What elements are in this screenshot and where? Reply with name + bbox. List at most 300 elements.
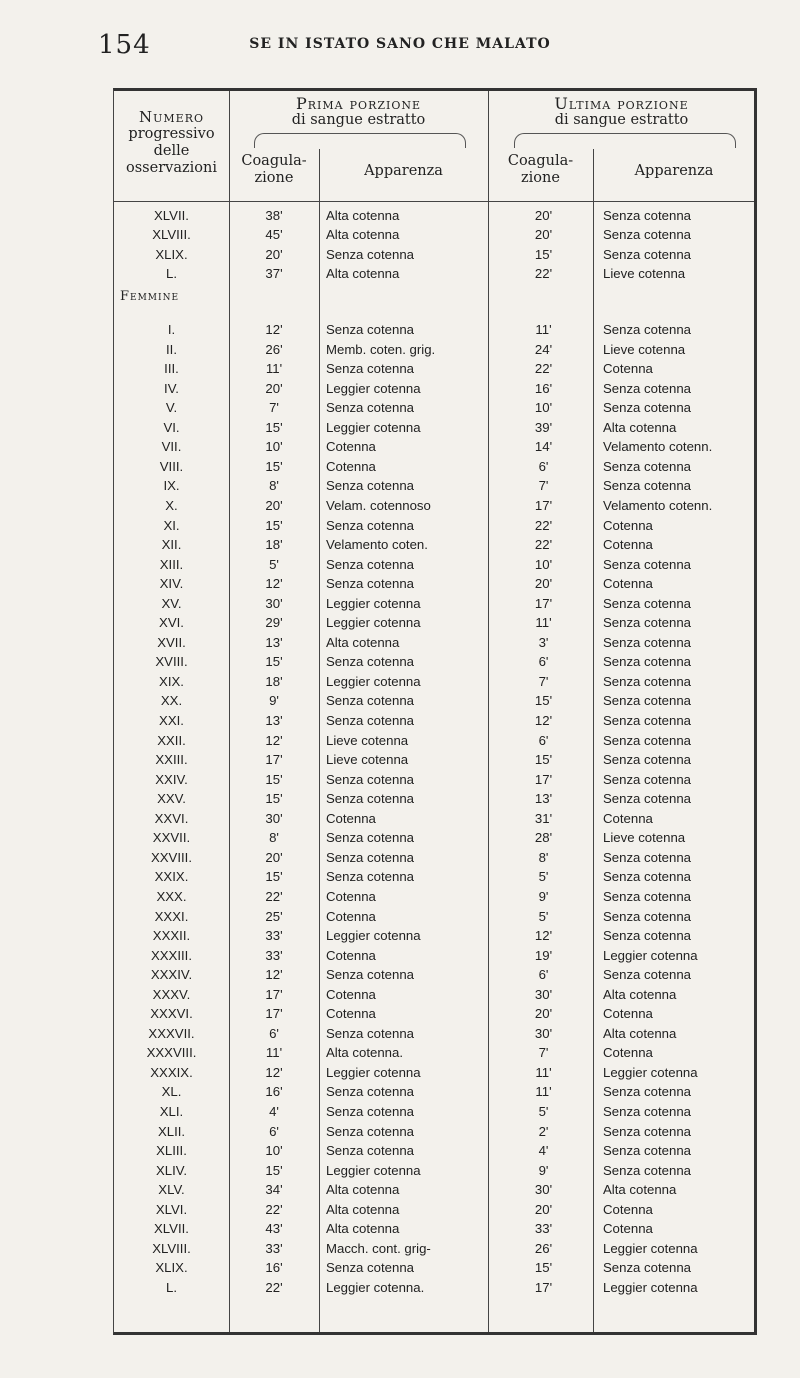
table-row	[114, 1044, 754, 1063]
coag-last: 14'	[534, 439, 553, 455]
appar-first: Lieve cotenna	[326, 732, 409, 748]
row-number: L.	[166, 1279, 177, 1295]
coag-last: 9'	[538, 888, 549, 904]
appar-last: Senza cotenna	[603, 928, 691, 944]
appar-last: Senza cotenna	[603, 595, 691, 611]
header-numero: Numero progressivo delle osservazioni	[126, 108, 217, 176]
table-row	[114, 771, 754, 790]
table-row	[114, 1083, 754, 1102]
coag-last: 6'	[538, 732, 549, 748]
table-row	[114, 1220, 754, 1239]
header-coagulazione-last: Coagula- zione	[507, 153, 574, 186]
appar-last: Senza cotenna	[603, 693, 691, 709]
appar-last: Senza cotenna	[603, 673, 691, 689]
table-row	[114, 341, 754, 360]
table-row	[114, 360, 754, 379]
appar-first: Senza cotenna	[326, 849, 414, 865]
coag-first: 6'	[269, 1025, 279, 1041]
coag-last: 22'	[534, 265, 553, 281]
appar-first: Senza cotenna	[326, 693, 414, 709]
coag-first: 30'	[265, 595, 283, 611]
appar-first: Senza cotenna	[326, 246, 414, 262]
table-row	[114, 246, 754, 265]
coag-first: 17'	[265, 752, 283, 768]
coag-first: 33'	[265, 947, 283, 963]
appar-first: Alta cotenna.	[326, 1045, 403, 1061]
appar-first: Senza cotenna	[326, 576, 414, 592]
appar-first: Alta cotenna	[326, 265, 400, 281]
coag-last: 30'	[534, 1182, 553, 1198]
row-number: XXVI.	[154, 810, 189, 826]
coag-first: 15'	[265, 771, 283, 787]
coag-last: 11'	[535, 1064, 552, 1080]
appar-last: Senza cotenna	[603, 246, 691, 262]
appar-last: Cotenna	[603, 517, 653, 533]
row-number: III.	[164, 361, 179, 377]
table-row	[114, 653, 754, 672]
coag-last: 20'	[534, 227, 553, 243]
coag-first: 33'	[265, 928, 283, 944]
coag-last: 12'	[534, 713, 553, 728]
coag-last: 7'	[538, 673, 549, 689]
coag-first: 20'	[265, 849, 283, 865]
appar-last: Cotenna	[603, 361, 653, 377]
row-number: XVII.	[157, 634, 186, 650]
header-first-portion: Prima porzione di sangue estratto	[291, 94, 426, 128]
appar-last: Senza cotenna	[603, 1104, 691, 1119]
appar-last: Lieve cotenna	[603, 341, 686, 357]
appar-last: Cotenna	[603, 537, 653, 553]
appar-first: Alta cotenna	[326, 227, 400, 243]
header-last-portion: Ultima porzione di sangue estratto	[554, 94, 689, 128]
header-coagulazione-first: Coagula- zione	[241, 153, 307, 186]
coag-last: 28'	[534, 830, 553, 846]
appar-last: Senza cotenna	[603, 478, 691, 494]
appar-first: Cotenna	[326, 439, 376, 455]
table-row	[114, 966, 754, 985]
coag-last: 16'	[534, 380, 553, 396]
coag-last: 22'	[534, 361, 553, 377]
header-apparenza-last: Apparenza	[634, 163, 714, 179]
row-number: XLVI.	[155, 1201, 188, 1217]
table-row	[114, 1142, 754, 1161]
appar-last: Leggier cotenna	[603, 1064, 698, 1080]
appar-first: Senza cotenna	[326, 517, 414, 533]
appar-last: Senza cotenna	[603, 227, 691, 243]
appar-last: Senza cotenna	[603, 458, 691, 474]
coag-first: 15'	[265, 869, 283, 885]
coag-first: 20'	[265, 380, 283, 396]
table-row	[114, 1201, 754, 1220]
row-number: VI.	[163, 419, 180, 435]
coag-first: 30'	[265, 810, 283, 826]
row-number: XXXII.	[152, 928, 191, 944]
appar-last: Alta cotenna	[603, 419, 677, 435]
table-row	[114, 380, 754, 399]
table-row	[114, 575, 754, 594]
appar-last: Senza cotenna	[603, 380, 691, 396]
coag-last: 22'	[534, 537, 553, 553]
appar-last: Senza cotenna	[603, 1084, 691, 1100]
appar-last: Lieve cotenna	[603, 830, 686, 846]
coag-first: 16'	[265, 1260, 283, 1276]
coag-last: 11'	[535, 322, 552, 337]
coag-first: 12'	[265, 322, 283, 337]
row-number: XLVIII.	[152, 227, 191, 243]
appar-first: Alta cotenna	[326, 1221, 400, 1237]
appar-first: Cotenna	[326, 810, 376, 826]
table-row	[114, 556, 754, 575]
appar-first: Leggier cotenna	[326, 615, 421, 631]
row-number: XIV.	[159, 576, 184, 592]
coag-last: 5'	[538, 908, 549, 924]
row-number: XLVII.	[154, 1221, 189, 1237]
appar-first: Senza cotenna	[326, 791, 414, 807]
data-table	[113, 88, 757, 1335]
coag-first: 12'	[265, 1064, 283, 1080]
appar-first: Senza cotenna	[326, 713, 414, 728]
appar-last: Senza cotenna	[603, 1123, 691, 1139]
coag-first: 17'	[265, 1006, 283, 1022]
row-number: XLVIII.	[152, 1240, 191, 1256]
table-row	[114, 927, 754, 946]
row-number: XII.	[161, 537, 182, 553]
row-number: XXIII.	[155, 752, 188, 768]
row-number: VII.	[161, 439, 182, 455]
appar-first: Alta cotenna	[326, 634, 400, 650]
coag-first: 4'	[269, 1104, 279, 1119]
appar-first: Senza cotenna	[326, 830, 414, 846]
appar-last: Senza cotenna	[603, 208, 691, 223]
appar-last: Senza cotenna	[603, 791, 691, 807]
appar-last: Senza cotenna	[603, 732, 691, 748]
row-number: XLII.	[157, 1123, 186, 1139]
coag-first: 29'	[265, 615, 283, 631]
coag-last: 20'	[534, 576, 553, 592]
table-row	[114, 634, 754, 653]
table-row	[114, 458, 754, 477]
appar-first: Cotenna	[326, 1006, 376, 1022]
appar-last: Senza cotenna	[603, 888, 691, 904]
coag-last: 26'	[534, 1240, 553, 1256]
table-row	[114, 321, 754, 340]
coag-last: 10'	[534, 556, 553, 572]
appar-last: Alta cotenna	[603, 1025, 677, 1041]
coag-first: 37'	[265, 265, 283, 281]
appar-last: Velamento cotenn.	[603, 497, 713, 513]
appar-first: Senza cotenna	[326, 1084, 414, 1100]
coag-last: 17'	[534, 595, 553, 611]
appar-last: Senza cotenna	[603, 400, 691, 416]
coag-first: 12'	[265, 732, 283, 748]
row-number: XXII.	[157, 732, 186, 748]
table-row	[114, 1279, 754, 1298]
coag-first: 8'	[269, 830, 279, 846]
table-row	[114, 751, 754, 770]
coag-first: 20'	[265, 497, 283, 513]
appar-last: Senza cotenna	[603, 967, 691, 983]
appar-last: Leggier cotenna	[603, 947, 698, 963]
coag-first: 34'	[265, 1182, 283, 1198]
row-number: XLV.	[158, 1182, 185, 1198]
table-row	[114, 732, 754, 751]
table-row	[114, 868, 754, 887]
appar-last: Cotenna	[603, 1201, 653, 1217]
appar-first: Memb. coten. grig.	[326, 341, 436, 357]
row-number: XXXIV.	[150, 967, 193, 983]
row-number: V.	[165, 400, 178, 416]
appar-first: Cotenna	[326, 458, 376, 474]
table-row	[114, 1162, 754, 1181]
coag-last: 11'	[535, 1084, 552, 1100]
coag-first: 15'	[265, 654, 283, 670]
row-number: XIX.	[159, 673, 184, 689]
row-number: XXIX.	[154, 869, 189, 885]
coag-first: 13'	[265, 634, 283, 650]
coag-last: 5'	[538, 869, 549, 885]
table-row	[114, 1005, 754, 1024]
appar-first: Leggier cotenna.	[326, 1279, 425, 1295]
appar-first: Leggier cotenna	[326, 928, 421, 944]
row-number: XLIV.	[155, 1162, 188, 1178]
row-number: XLIX.	[155, 246, 188, 262]
row-number: XXX.	[156, 888, 187, 904]
coag-first: 5'	[269, 556, 279, 572]
appar-first: Senza cotenna	[326, 1123, 414, 1139]
row-number: XLIII.	[156, 1143, 187, 1159]
coag-first: 12'	[265, 967, 283, 983]
row-number: XVIII.	[155, 654, 188, 670]
table-row	[114, 419, 754, 438]
row-number: XXXIX.	[150, 1064, 193, 1080]
table-row	[114, 810, 754, 829]
appar-first: Leggier cotenna	[326, 1064, 421, 1080]
coag-last: 20'	[534, 1201, 553, 1217]
coag-last: 10'	[534, 400, 553, 416]
appar-last: Senza cotenna	[603, 654, 691, 670]
table-row	[114, 207, 754, 226]
table-row	[114, 829, 754, 848]
row-number: II.	[166, 341, 177, 357]
coag-first: 25'	[265, 908, 283, 924]
group-brace	[254, 133, 466, 148]
row-number: XXIV.	[155, 771, 188, 787]
table-row	[114, 226, 754, 245]
appar-last: Senza cotenna	[603, 908, 691, 924]
table-row	[114, 497, 754, 516]
coag-first: 43'	[265, 1221, 283, 1237]
row-number: L.	[166, 265, 177, 281]
appar-first: Leggier cotenna	[326, 595, 421, 611]
coag-last: 6'	[538, 654, 549, 670]
appar-first: Leggier cotenna	[326, 419, 421, 435]
table-row	[114, 908, 754, 927]
row-number: XVI.	[159, 615, 184, 631]
coag-first: 15'	[265, 458, 283, 474]
coag-first: 15'	[265, 419, 283, 435]
appar-last: Lieve cotenna	[603, 265, 686, 281]
appar-last: Senza cotenna	[603, 1143, 691, 1159]
appar-first: Senza cotenna	[326, 869, 414, 885]
row-number: IX.	[163, 478, 180, 494]
table-row	[114, 477, 754, 496]
row-number: X.	[165, 497, 178, 513]
appar-last: Senza cotenna	[603, 849, 691, 865]
group-brace	[514, 133, 736, 148]
table-row	[114, 1103, 754, 1122]
appar-first: Macch. cont. grig-	[326, 1240, 431, 1256]
coag-last: 15'	[534, 246, 553, 262]
coag-first: 13'	[265, 713, 283, 728]
coag-last: 24'	[534, 341, 553, 357]
row-number: XLI.	[159, 1104, 184, 1119]
coag-first: 33'	[265, 1240, 283, 1256]
coag-last: 9'	[538, 1162, 549, 1178]
coag-first: 10'	[265, 439, 283, 455]
coag-last: 15'	[534, 693, 553, 709]
appar-last: Cotenna	[603, 576, 653, 592]
coag-first: 45'	[265, 227, 283, 243]
table-row	[114, 1064, 754, 1083]
appar-last: Cotenna	[603, 1006, 653, 1022]
coag-first: 8'	[269, 478, 279, 494]
appar-last: Cotenna	[603, 810, 653, 826]
coag-first: 22'	[265, 1279, 283, 1295]
coag-last: 15'	[534, 1260, 553, 1276]
table-row	[114, 986, 754, 1005]
appar-last: Senza cotenna	[603, 634, 691, 650]
appar-first: Senza cotenna	[326, 1260, 414, 1276]
appar-first: Senza cotenna	[326, 1104, 414, 1119]
coag-last: 20'	[534, 208, 553, 223]
appar-last: Senza cotenna	[603, 1162, 691, 1178]
coag-last: 30'	[534, 986, 553, 1002]
header-rule	[114, 201, 754, 202]
coag-first: 11'	[265, 1045, 283, 1061]
coag-first: 38'	[265, 208, 283, 223]
row-number: VIII.	[159, 458, 184, 474]
row-number: XXXI.	[154, 908, 189, 924]
appar-last: Velamento cotenn.	[603, 439, 713, 455]
row-number: XX.	[160, 693, 183, 709]
coag-last: 39'	[534, 419, 553, 435]
coag-first: 18'	[265, 673, 283, 689]
coag-first: 9'	[269, 693, 279, 709]
coag-first: 16'	[265, 1084, 283, 1100]
appar-first: Senza cotenna	[326, 1025, 414, 1041]
appar-last: Cotenna	[603, 1045, 653, 1061]
coag-first: 15'	[265, 791, 283, 807]
coag-last: 30'	[534, 1025, 553, 1041]
table-row	[114, 692, 754, 711]
coag-last: 11'	[535, 615, 552, 631]
table-row	[114, 1259, 754, 1278]
row-number: XXXIII.	[150, 947, 193, 963]
coag-last: 12'	[534, 928, 553, 944]
row-number: XV.	[161, 595, 182, 611]
coag-first: 10'	[265, 1143, 283, 1159]
row-number: IV.	[164, 380, 179, 396]
appar-first: Senza cotenna	[326, 1143, 414, 1159]
table-row	[114, 614, 754, 633]
coag-first: 17'	[265, 986, 283, 1002]
coag-last: 17'	[534, 771, 553, 787]
coag-last: 17'	[534, 1279, 553, 1295]
table-row	[114, 947, 754, 966]
section-label-femmine: Femmine	[120, 289, 180, 304]
appar-first: Cotenna	[326, 908, 376, 924]
coag-first: 12'	[265, 576, 283, 592]
appar-first: Leggier cotenna	[326, 673, 421, 689]
appar-first: Leggier cotenna	[326, 1162, 421, 1178]
table-row	[114, 790, 754, 809]
row-number: XI.	[163, 517, 180, 533]
coag-first: 22'	[265, 1201, 283, 1217]
coag-last: 15'	[534, 752, 553, 768]
appar-first: Alta cotenna	[326, 1182, 400, 1198]
table-row	[114, 888, 754, 907]
coag-last: 4'	[538, 1143, 549, 1159]
table-row	[114, 438, 754, 457]
appar-first: Senza cotenna	[326, 361, 414, 377]
coag-first: 26'	[265, 341, 283, 357]
header-apparenza-first: Apparenza	[364, 163, 443, 179]
row-number: XXI.	[159, 713, 184, 728]
appar-last: Senza cotenna	[603, 556, 691, 572]
table-row	[114, 265, 754, 284]
row-number: XXVII.	[152, 830, 191, 846]
coag-last: 33'	[534, 1221, 553, 1237]
row-number: XXXVI.	[150, 1006, 193, 1022]
table-row	[114, 712, 754, 731]
coag-first: 18'	[265, 537, 283, 553]
row-number: XXV.	[157, 791, 186, 807]
appar-last: Senza cotenna	[603, 322, 691, 337]
appar-first: Senza cotenna	[326, 400, 414, 416]
coag-last: 13'	[534, 791, 553, 807]
coag-last: 7'	[538, 1045, 549, 1061]
table-row	[114, 849, 754, 868]
coag-first: 15'	[265, 517, 283, 533]
table-row	[114, 1181, 754, 1200]
coag-last: 5'	[538, 1104, 549, 1119]
table-row	[114, 1123, 754, 1142]
appar-last: Senza cotenna	[603, 1260, 691, 1276]
appar-last: Leggier cotenna	[603, 1240, 698, 1256]
appar-first: Senza cotenna	[326, 654, 414, 670]
appar-first: Senza cotenna	[326, 967, 414, 983]
appar-last: Senza cotenna	[603, 615, 691, 631]
appar-first: Senza cotenna	[326, 771, 414, 787]
table-row	[114, 399, 754, 418]
coag-last: 20'	[534, 1006, 553, 1022]
table-row	[114, 517, 754, 536]
coag-last: 19'	[534, 947, 553, 963]
appar-last: Cotenna	[603, 1221, 653, 1237]
coag-last: 6'	[538, 458, 549, 474]
coag-first: 6'	[269, 1123, 279, 1139]
table-row	[114, 595, 754, 614]
coag-last: 31'	[534, 810, 553, 826]
appar-first: Senza cotenna	[326, 322, 414, 337]
appar-first: Cotenna	[326, 947, 376, 963]
appar-first: Alta cotenna	[326, 1201, 400, 1217]
running-header: SE IN ISTATO SANO CHE MALATO	[249, 36, 551, 52]
coag-first: 11'	[265, 361, 283, 377]
coag-first: 7'	[269, 400, 279, 416]
coag-last: 8'	[538, 849, 549, 865]
appar-last: Leggier cotenna	[603, 1279, 698, 1295]
